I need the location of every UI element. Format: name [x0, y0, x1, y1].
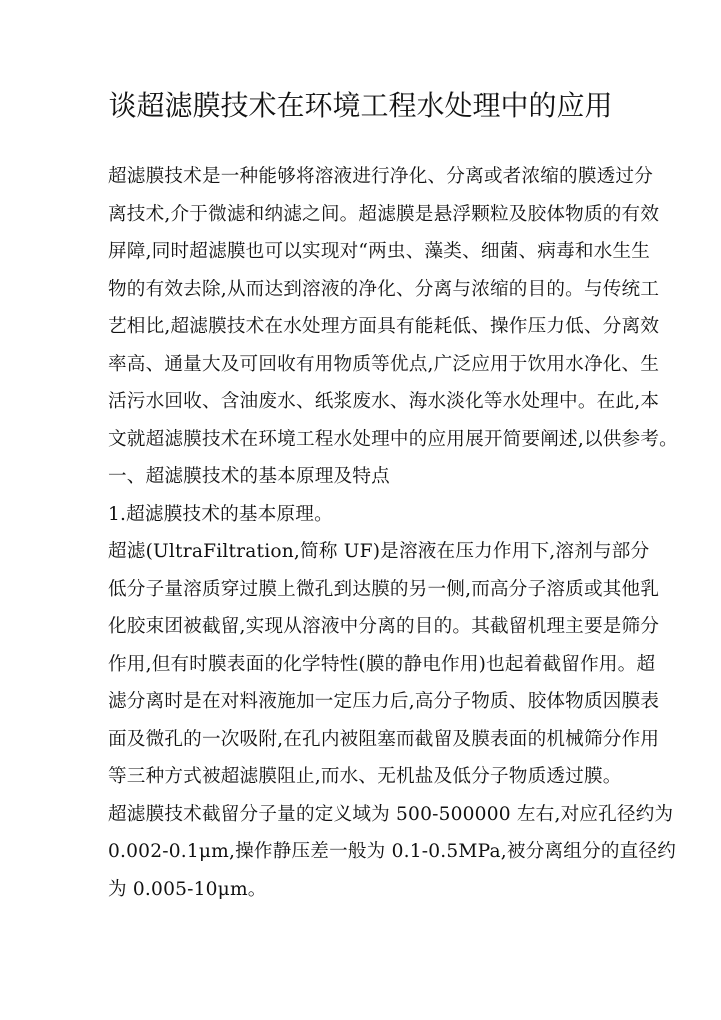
document-title: 谈超滤膜技术在环境工程水处理中的应用 — [108, 89, 613, 122]
text-line: 艺相比,超滤膜技术在水处理方面具有能耗低、操作压力低、分离效 — [108, 316, 660, 337]
text-line: 作用,但有时膜表面的化学特性(膜的静电作用)也起着截留作用。超 — [108, 653, 656, 675]
text-line: 低分子量溶质穿过膜上微孔到达膜的另一侧,而高分子溶质或其他乳 — [108, 578, 660, 600]
text-line: 超滤膜技术截留分子量的定义域为 500-500000 左右,对应孔径约为 — [108, 803, 674, 825]
text-line: 为 0.005-10μm。 — [108, 878, 267, 900]
document-body — [108, 158, 678, 908]
subsection-heading: 1.超滤膜技术的基本原理。 — [108, 503, 333, 525]
text-line: 0.002-0.1μm,操作静压差一般为 0.1-0.5MPa,被分离组分的直径约 — [108, 841, 677, 862]
text-line: 滤分离时是在对料液施加一定压力后,高分子物质、胶体物质因膜表 — [108, 691, 660, 712]
text-line: 离技术,介于微滤和纳滤之间。超滤膜是悬浮颗粒及胶体物质的有效 — [108, 203, 660, 225]
text-line: 化胶束团被截留,实现从溶液中分离的目的。其截留机理主要是筛分 — [108, 616, 660, 637]
text-line: 率高、通量大及可回收有用物质等优点,广泛应用于饮用水净化、生 — [108, 353, 660, 375]
text-line: 超滤膜技术是一种能够将溶液进行净化、分离或者浓缩的膜透过分 — [108, 166, 654, 187]
text-line: 文就超滤膜技术在环境工程水处理中的应用展开简要阐述,以供参考。 — [108, 428, 678, 450]
section-heading: 一、超滤膜技术的基本原理及特点 — [108, 466, 390, 487]
text-line: 超滤(UltraFiltration,简称 UF)是溶液在压力作用下,溶剂与部分 — [108, 541, 650, 562]
text-line: 屏障,同时超滤膜也可以实现对“两虫、藻类、细菌、病毒和水生生 — [108, 241, 651, 262]
text-line: 等三种方式被超滤膜阻止,而水、无机盐及低分子物质透过膜。 — [108, 766, 622, 787]
text-line: 面及微孔的一次吸附,在孔内被阻塞而截留及膜表面的机械筛分作用 — [108, 728, 660, 750]
text-line: 物的有效去除,从而达到溶液的净化、分离与浓缩的目的。与传统工 — [108, 278, 660, 300]
text-line: 活污水回收、含油废水、纸浆废水、海水淡化等水处理中。在此,本 — [108, 391, 660, 412]
